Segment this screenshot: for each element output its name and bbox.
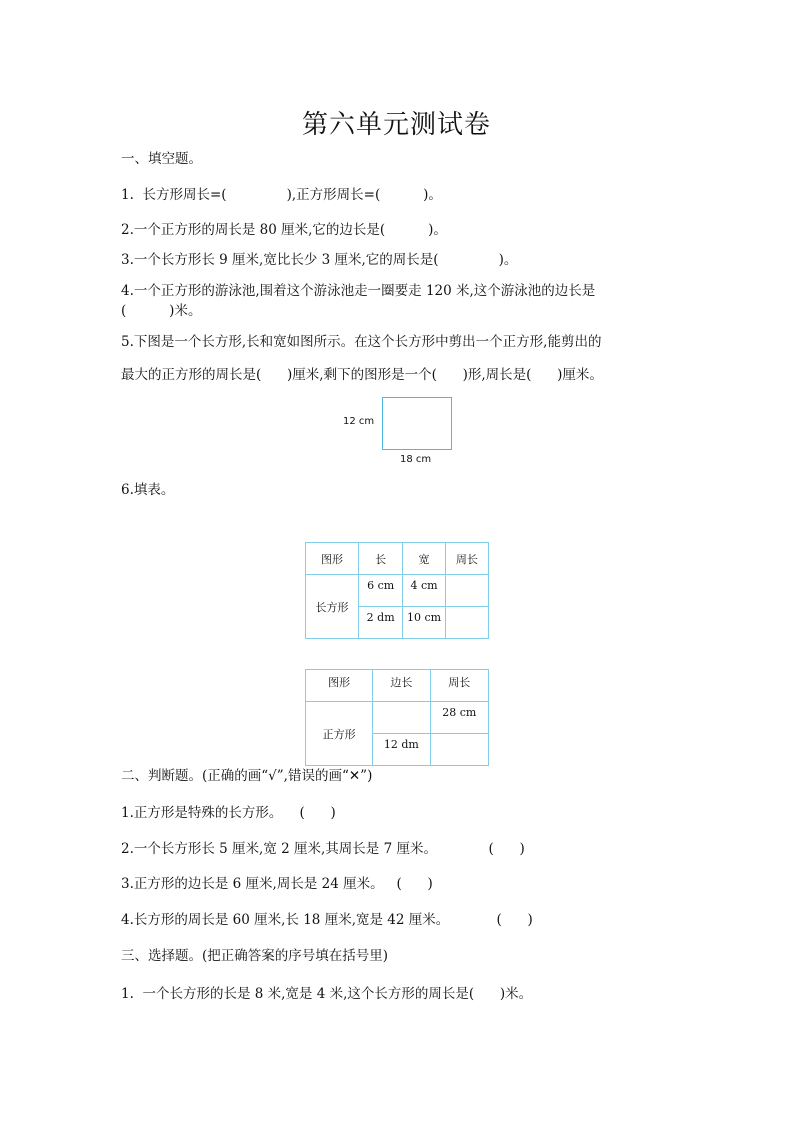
fill-question-3: 3.一个长方形长 9 厘米,宽比长少 3 厘米,它的周长是( )。 bbox=[121, 252, 518, 268]
square-table-header: 周长 bbox=[430, 670, 488, 702]
rect-table-header: 图形 bbox=[306, 543, 359, 575]
figure-width-label: 12 cm bbox=[343, 416, 375, 427]
judge-question-4: 4.长方形的周长是 60 厘米,长 18 厘米,宽是 42 厘米。 ( ) bbox=[121, 912, 533, 928]
fill-question-6: 6.填表。 bbox=[121, 482, 175, 498]
section-fill-heading: 一、填空题。 bbox=[121, 151, 202, 167]
figure-length-label: 18 cm bbox=[400, 454, 432, 465]
choice-question-1: 1. 一个长方形的长是 8 米,宽是 4 米,这个长方形的周长是( )米。 bbox=[121, 986, 533, 1002]
fill-question-5-line2: 最大的正方形的周长是( )厘米,剩下的图形是一个( )形,周长是( )厘米。 bbox=[121, 367, 603, 383]
rectangle-table bbox=[305, 542, 489, 639]
rect-table-cell: 4 cm bbox=[403, 575, 445, 607]
fill-question-4-line1: 4.一个正方形的游泳池,围着这个游泳池走一圈要走 120 米,这个游泳池的边长是 bbox=[121, 283, 596, 299]
fill-question-5-line1: 5.下图是一个长方形,长和宽如图所示。在这个长方形中剪出一个正方形,能剪出的 bbox=[121, 334, 602, 350]
rect-table-header: 周长 bbox=[445, 543, 488, 575]
rect-table-cell bbox=[445, 575, 488, 607]
square-table-row-label: 正方形 bbox=[306, 702, 373, 766]
square-table-header: 边长 bbox=[373, 670, 430, 702]
square-table-cell bbox=[430, 734, 488, 766]
square-table-cell: 12 dm bbox=[373, 734, 430, 766]
rect-table-cell: 2 dm bbox=[358, 607, 402, 639]
square-table-cell bbox=[373, 702, 430, 734]
section-judge-heading: 二、判断题。(正确的画“√”,错误的画“✕”) bbox=[121, 768, 373, 784]
fill-question-4-line2: ( )米。 bbox=[121, 303, 202, 319]
section-choice-heading: 三、选择题。(把正确答案的序号填在括号里) bbox=[121, 948, 389, 964]
square-table-header: 图形 bbox=[306, 670, 373, 702]
fill-question-2: 2.一个正方形的周长是 80 厘米,它的边长是( )。 bbox=[121, 222, 447, 238]
page-title: 第六单元测试卷 bbox=[301, 110, 491, 140]
square-table-cell: 28 cm bbox=[430, 702, 488, 734]
judge-question-1: 1.正方形是特殊的长方形。 ( ) bbox=[121, 805, 336, 821]
rect-table-cell bbox=[445, 607, 488, 639]
judge-question-2: 2.一个长方形长 5 厘米,宽 2 厘米,其周长是 7 厘米。 ( ) bbox=[121, 841, 525, 857]
judge-question-3: 3.正方形的边长是 6 厘米,周长是 24 厘米。 ( ) bbox=[121, 876, 433, 892]
square-table bbox=[305, 669, 489, 766]
rect-table-header: 长 bbox=[358, 543, 402, 575]
rectangle-figure bbox=[382, 397, 452, 450]
fill-question-1: 1. 长方形周长=( ),正方形周长=( )。 bbox=[121, 187, 442, 203]
rect-table-row-label: 长方形 bbox=[306, 575, 359, 639]
rect-table-cell: 6 cm bbox=[358, 575, 402, 607]
rect-table-header: 宽 bbox=[403, 543, 445, 575]
rect-table-cell: 10 cm bbox=[403, 607, 445, 639]
